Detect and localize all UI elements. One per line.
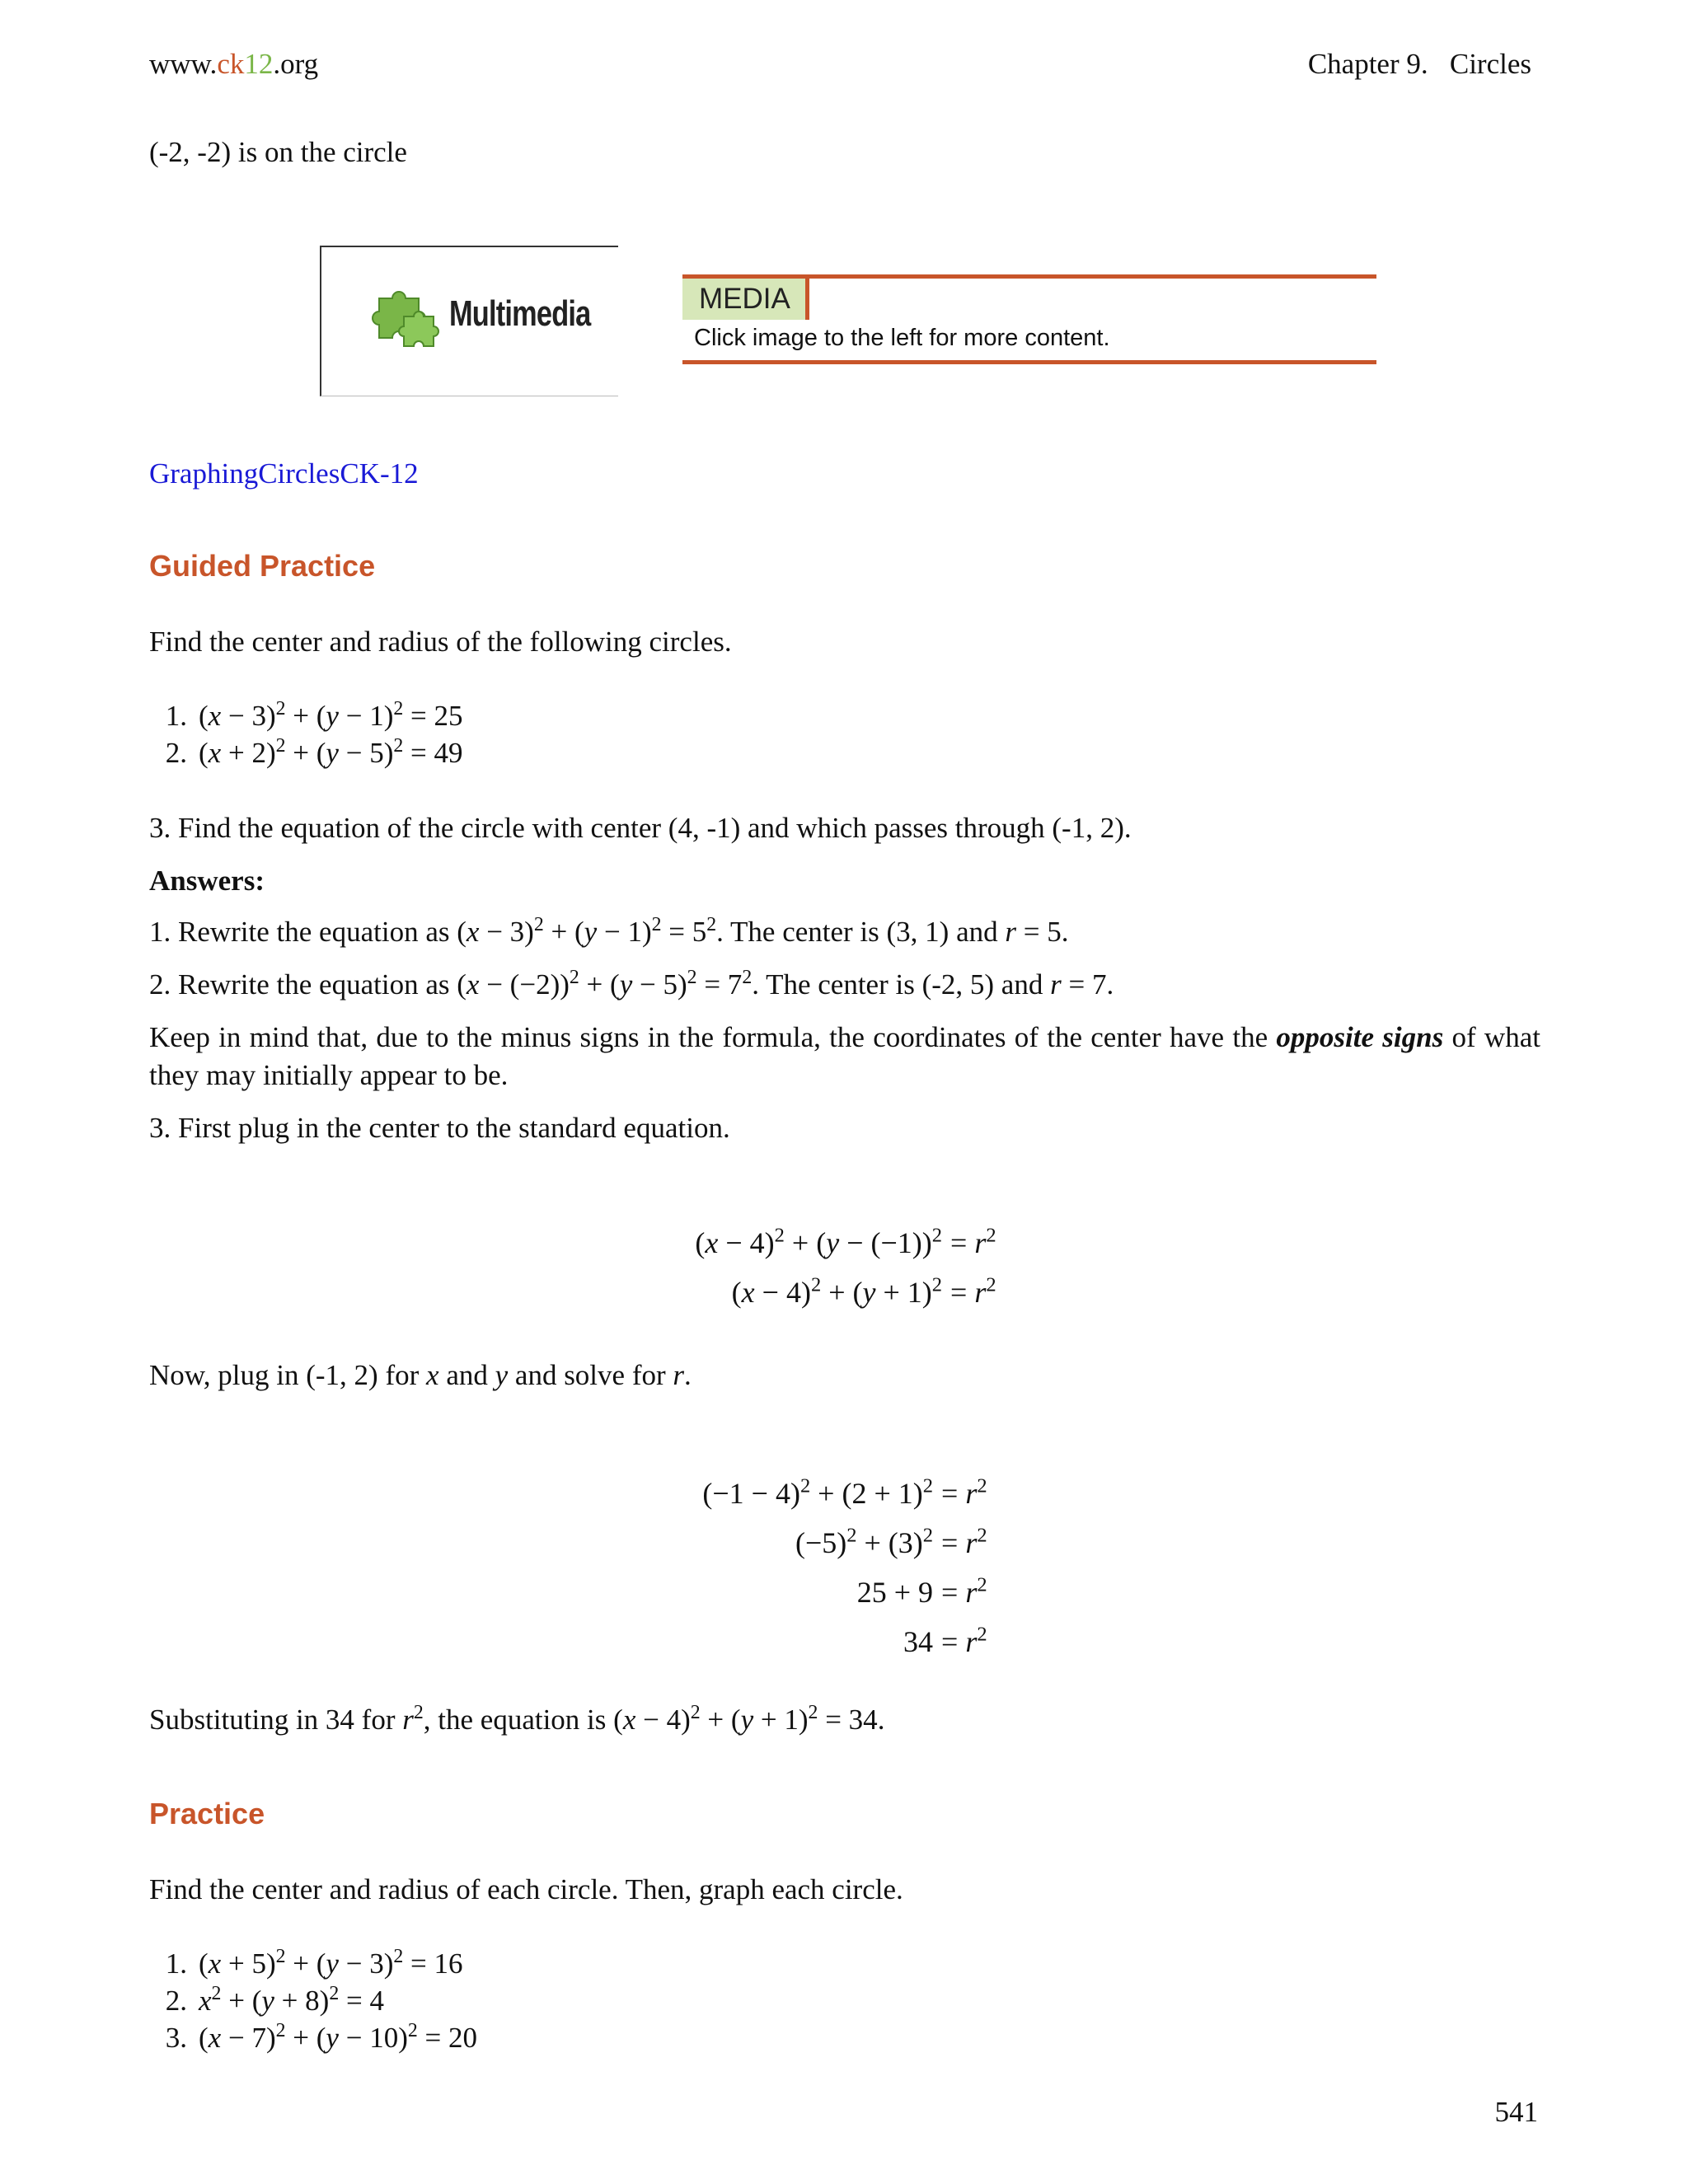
equation-block-center (626, 1218, 1203, 1317)
answer-2: 2. Rewrite the equation as $(x - (-2))^2 + (y - 5)^2 = 7^2$. The center is (-2, 5) and r = 7. (149, 966, 1114, 1001)
practice-list (149, 1945, 477, 2056)
practice-prompt: Find the center and radius of each circle. Then, graph each circle. (149, 1873, 903, 1905)
graphing-circles-link[interactable]: GraphingCirclesCK-12 (149, 457, 419, 490)
media-caption: Click image to the left for more content. (694, 325, 1110, 351)
guided-list (149, 697, 463, 771)
multimedia-label: Multimedia (449, 293, 591, 334)
equation: $(x + 2)^2 + (y - 5)^2 = 49$ (199, 734, 463, 769)
intro-line: (-2, -2) is on the circle (149, 136, 407, 168)
answer-1: 1. Rewrite the equation as $(x - 3)^2 + (y - 1)^2 = 5^2$. The center is (3, 1) and r = 5. (149, 913, 1069, 948)
answer-3-intro: 3. First plug in the center to the standard equation. (149, 1112, 730, 1144)
equation: $(x - 3)^2 + (y - 1)^2 = 5^2$ (457, 913, 717, 948)
media-tag: MEDIA (682, 279, 809, 320)
guided-practice-heading: Guided Practice (149, 549, 376, 583)
guided-prompt: Find the center and radius of the following circles. (149, 626, 732, 658)
equation: $(x - 4)^2 + (y + 1)^2 = 34$ (613, 1701, 878, 1736)
answers-label: Answers: (149, 865, 265, 897)
equation-row: $(-5)^2 + (3)^2$ = $r^2$ (795, 1524, 987, 1559)
media-box (682, 274, 1376, 364)
list-item: 1. $(x + 5)^2 + (y - 3)^2 = 16$ (149, 1945, 477, 1982)
multimedia-tile[interactable] (320, 246, 618, 396)
list-item: 3. $(x - 7)^2 + (y - 10)^2 = 20$ (149, 2019, 477, 2056)
equation: $(x - (-2))^2 + (y - 5)^2 = 7^2$ (457, 966, 753, 1001)
now-plug-line: Now, plug in (-1, 2) for x and y and solve for r. (149, 1359, 692, 1391)
site-url[interactable]: www.ck12.org (149, 48, 319, 80)
equation-block-solve (626, 1469, 1203, 1666)
equation: $(x - 3)^2 + (y - 1)^2 = 25$ (199, 697, 463, 732)
guided-item-3: 3. Find the equation of the circle with center (4, -1) and which passes through (-1, 2). (149, 812, 1132, 844)
equation-row: 25 + 9 = $r^2$ (856, 1573, 987, 1609)
list-item: 2. $x^2 + (y + 8)^2 = 4$ (149, 1982, 477, 2019)
equation: $(x + 5)^2 + (y - 3)^2 = 16$ (199, 1945, 463, 1980)
keep-in-mind-note: Keep in mind that, due to the minus signs in the formula, the coordinates of the center have the opposite signs of what they may initially appear to be. (149, 1021, 1540, 1091)
equation: $x^2 + (y + 8)^2 = 4$ (199, 1982, 384, 2017)
substituting-line: Substituting in 34 for $r^2$, the equation is $(x - 4)^2 + (y + 1)^2 = 34$. (149, 1701, 885, 1736)
equation-row: $(-1 - 4)^2 + (2 + 1)^2$ = $r^2$ (702, 1474, 987, 1510)
equation-row: $(x - 4)^2 + (y + 1)^2$ = $r^2$ (731, 1273, 996, 1309)
media-bottom-rule (682, 360, 1376, 364)
list-item: 2. $(x + 2)^2 + (y - 5)^2 = 49$ (149, 734, 463, 771)
equation-row: $(x - 4)^2 + (y - (-1))^2$ = $r^2$ (695, 1224, 996, 1259)
equation-row: 34 = $r^2$ (903, 1623, 987, 1658)
chapter-title: Chapter 9. Circles (1307, 48, 1531, 80)
practice-heading: Practice (149, 1797, 265, 1830)
list-item: 1. $(x - 3)^2 + (y - 1)^2 = 25$ (149, 697, 463, 734)
equation: $(x - 7)^2 + (y - 10)^2 = 20$ (199, 2019, 478, 2054)
page-number: 541 (1494, 2096, 1538, 2128)
